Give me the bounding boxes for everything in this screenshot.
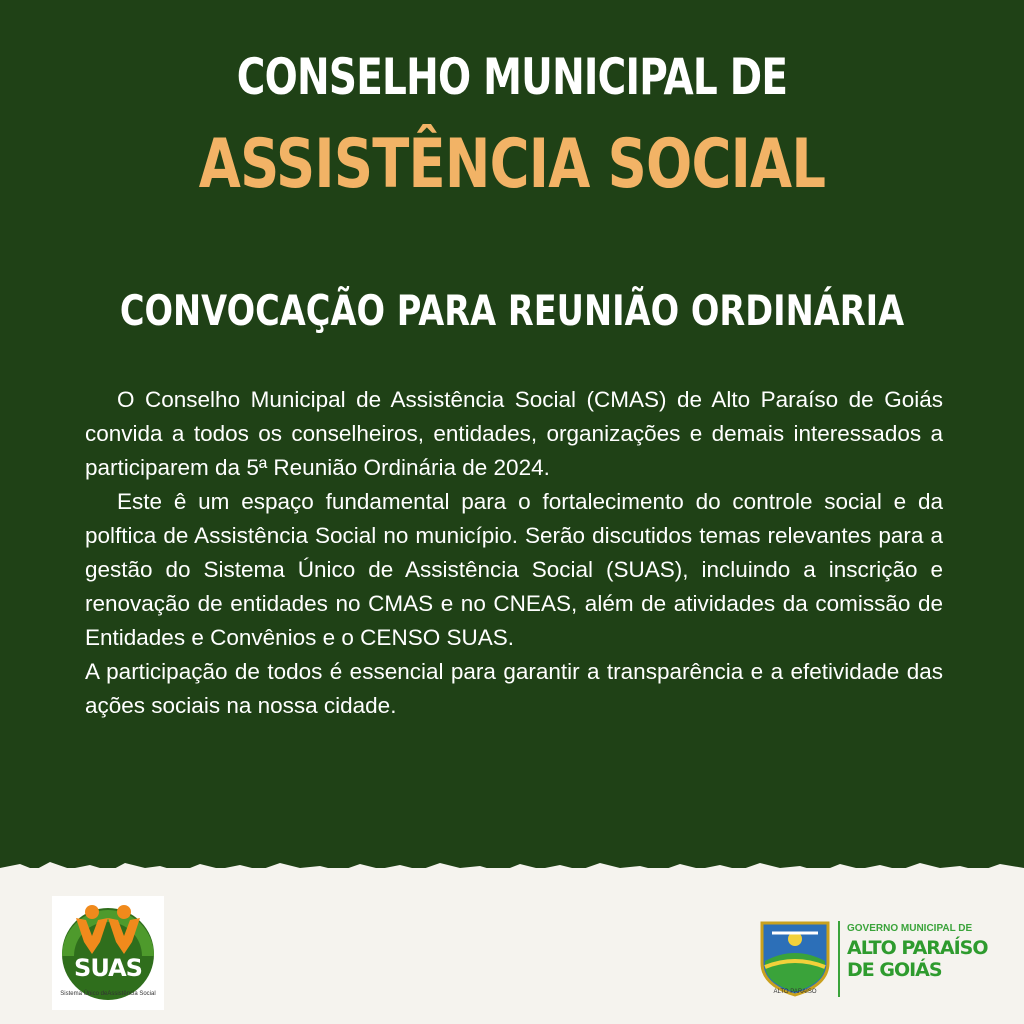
- title-line-1: CONSELHO MUNICIPAL DE: [236, 48, 788, 106]
- paragraph-1: O Conselho Municipal de Assistência Social (CMAS) de Alto Paraíso de Goiás convida a todos os conselheiros, entidades, organizações e demais interessados a participarem da 5ª Reunião Ordinária de 2024.: [85, 387, 943, 480]
- suas-logo-caption: Sistema Único deAssistência Social: [60, 991, 156, 997]
- crest-label: ALTO PARAISO: [773, 989, 817, 995]
- suas-logo: [52, 896, 164, 1010]
- gov-small-text: GOVERNO MUNICIPAL DE: [847, 923, 973, 934]
- body-text: [85, 383, 943, 723]
- paragraph-3: A participação de todos é essencial para garantir a transparência e a efetividade das ações sociais na nossa cidade.: [85, 659, 943, 718]
- logo-divider: [838, 921, 840, 997]
- suas-logo-text: SUAS: [74, 954, 142, 982]
- title-line-2: ASSISTÊNCIA SOCIAL: [198, 125, 826, 204]
- government-logo: [752, 915, 997, 1005]
- subtitle: CONVOCAÇÃO PARA REUNIÃO ORDINÁRIA: [119, 286, 905, 335]
- grunge-edge: [0, 856, 1024, 886]
- paragraph-2: Este ê um espaço fundamental para o fortalecimento do controle social e da polftica de Assistência Social no município. Serão discutidos temas relevantes para a gestão do Sistema Único de Assistência Social (SUAS), incluindo a inscrição e renovação de entidades no CMAS e no CNEAS, além de atividades da comissão de Entidades e Convênios e o CENSO SUAS.: [85, 489, 943, 650]
- gov-name-line-1: ALTO PARAÍSO: [847, 937, 988, 959]
- gov-name-line-2: DE GOIÁS: [847, 959, 942, 981]
